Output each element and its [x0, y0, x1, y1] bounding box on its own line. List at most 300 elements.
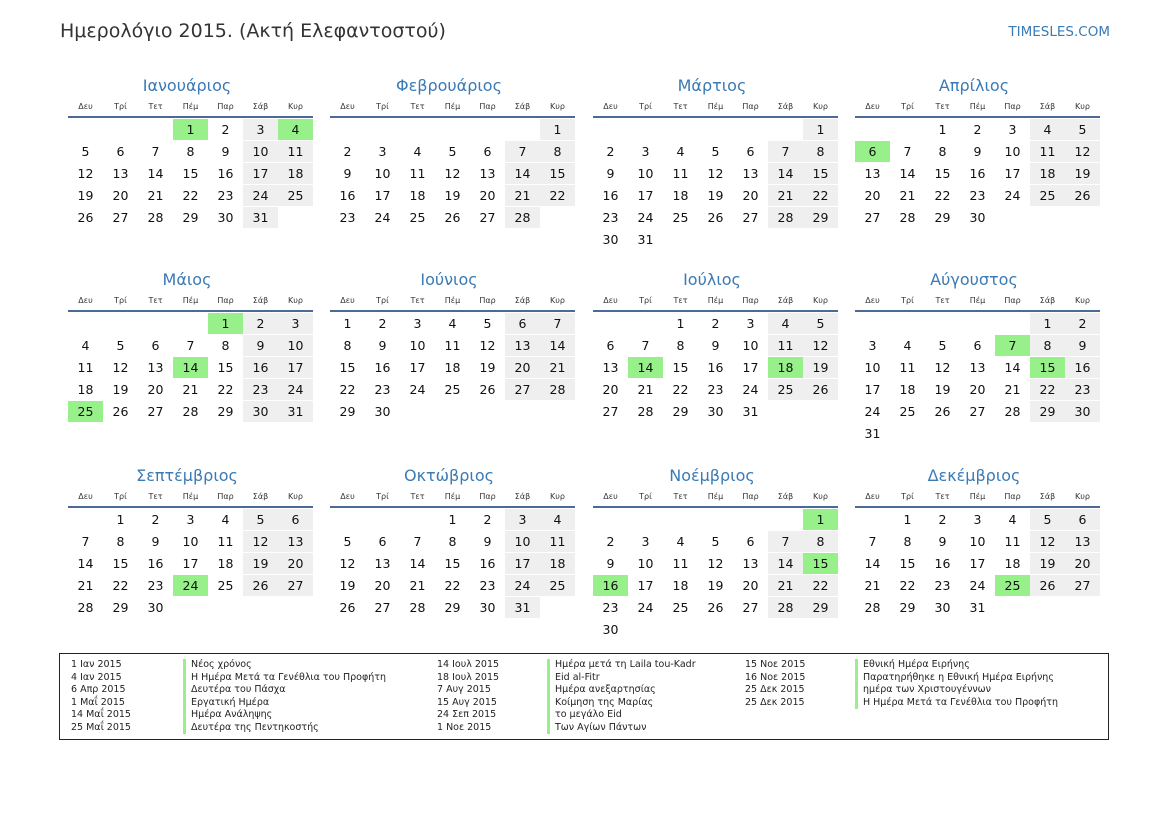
weekend-day-cell[interactable]: 3	[243, 119, 278, 140]
day-cell[interactable]: 14	[77, 556, 94, 571]
day-cell[interactable]: 1	[448, 512, 457, 527]
day-cell[interactable]: 22	[182, 188, 199, 203]
day-cell[interactable]: 19	[339, 578, 356, 593]
weekend-day-cell[interactable]: 30	[243, 401, 278, 422]
holiday-day-cell[interactable]: 16	[593, 575, 628, 596]
day-cell[interactable]: 7	[81, 534, 90, 549]
day-cell[interactable]: 23	[707, 382, 724, 397]
day-cell[interactable]: 27	[112, 210, 129, 225]
weekend-day-cell[interactable]: 7	[768, 531, 803, 552]
day-cell[interactable]: 23	[374, 382, 391, 397]
weekend-day-cell[interactable]: 29	[803, 597, 838, 618]
day-cell[interactable]: 26	[707, 210, 724, 225]
weekend-day-cell[interactable]: 21	[768, 575, 803, 596]
day-cell[interactable]: 17	[637, 578, 654, 593]
weekend-day-cell[interactable]: 24	[278, 379, 313, 400]
day-cell[interactable]: 30	[602, 232, 619, 247]
day-cell[interactable]: 21	[637, 382, 654, 397]
weekend-day-cell[interactable]: 9	[243, 335, 278, 356]
day-cell[interactable]: 25	[217, 578, 234, 593]
day-cell[interactable]: 7	[186, 338, 195, 353]
day-cell[interactable]: 24	[742, 382, 759, 397]
holiday-day-cell[interactable]: 7	[995, 335, 1030, 356]
day-cell[interactable]: 24	[969, 578, 986, 593]
day-cell[interactable]: 2	[606, 144, 615, 159]
holiday-day-cell[interactable]: 25	[68, 401, 103, 422]
weekend-day-cell[interactable]: 15	[540, 163, 575, 184]
weekend-day-cell[interactable]: 19	[1030, 553, 1065, 574]
weekend-day-cell[interactable]: 23	[1065, 379, 1100, 400]
day-cell[interactable]: 16	[339, 188, 356, 203]
weekend-day-cell[interactable]: 29	[1030, 401, 1065, 422]
day-cell[interactable]: 31	[864, 426, 881, 441]
day-cell[interactable]: 25	[672, 600, 689, 615]
day-cell[interactable]: 13	[742, 556, 759, 571]
day-cell[interactable]: 3	[1008, 122, 1017, 137]
day-cell[interactable]: 10	[969, 534, 986, 549]
day-cell[interactable]: 30	[374, 404, 391, 419]
weekend-day-cell[interactable]: 29	[803, 207, 838, 228]
day-cell[interactable]: 25	[672, 210, 689, 225]
day-cell[interactable]: 26	[934, 404, 951, 419]
weekend-day-cell[interactable]: 23	[243, 379, 278, 400]
day-cell[interactable]: 26	[707, 600, 724, 615]
day-cell[interactable]: 1	[676, 316, 685, 331]
day-cell[interactable]: 14	[409, 556, 426, 571]
day-cell[interactable]: 6	[746, 144, 755, 159]
day-cell[interactable]: 29	[444, 600, 461, 615]
weekend-day-cell[interactable]: 8	[540, 141, 575, 162]
weekend-day-cell[interactable]: 12	[1030, 531, 1065, 552]
day-cell[interactable]: 21	[77, 578, 94, 593]
day-cell[interactable]: 30	[602, 622, 619, 637]
day-cell[interactable]: 6	[973, 338, 982, 353]
day-cell[interactable]: 21	[864, 578, 881, 593]
day-cell[interactable]: 15	[112, 556, 129, 571]
day-cell[interactable]: 17	[1004, 166, 1021, 181]
day-cell[interactable]: 9	[483, 534, 492, 549]
day-cell[interactable]: 8	[448, 534, 457, 549]
weekend-day-cell[interactable]: 22	[540, 185, 575, 206]
weekend-day-cell[interactable]: 31	[243, 207, 278, 228]
day-cell[interactable]: 29	[934, 210, 951, 225]
day-cell[interactable]: 2	[711, 316, 720, 331]
day-cell[interactable]: 18	[409, 188, 426, 203]
weekend-day-cell[interactable]: 24	[505, 575, 540, 596]
day-cell[interactable]: 2	[151, 512, 160, 527]
day-cell[interactable]: 17	[742, 360, 759, 375]
weekend-day-cell[interactable]: 3	[505, 509, 540, 530]
day-cell[interactable]: 11	[217, 534, 234, 549]
day-cell[interactable]: 20	[147, 382, 164, 397]
day-cell[interactable]: 10	[409, 338, 426, 353]
weekend-day-cell[interactable]: 17	[243, 163, 278, 184]
day-cell[interactable]: 15	[672, 360, 689, 375]
day-cell[interactable]: 23	[217, 188, 234, 203]
weekend-day-cell[interactable]: 25	[1030, 185, 1065, 206]
weekend-day-cell[interactable]: 18	[1030, 163, 1065, 184]
day-cell[interactable]: 25	[409, 210, 426, 225]
weekend-day-cell[interactable]: 5	[243, 509, 278, 530]
weekend-day-cell[interactable]: 1	[1030, 313, 1065, 334]
day-cell[interactable]: 15	[339, 360, 356, 375]
day-cell[interactable]: 8	[343, 338, 352, 353]
weekend-day-cell[interactable]: 5	[1065, 119, 1100, 140]
weekend-day-cell[interactable]: 18	[278, 163, 313, 184]
day-cell[interactable]: 16	[479, 556, 496, 571]
weekend-day-cell[interactable]: 25	[540, 575, 575, 596]
day-cell[interactable]: 22	[339, 382, 356, 397]
day-cell[interactable]: 4	[676, 534, 685, 549]
day-cell[interactable]: 1	[938, 122, 947, 137]
day-cell[interactable]: 20	[864, 188, 881, 203]
day-cell[interactable]: 25	[899, 404, 916, 419]
weekend-day-cell[interactable]: 11	[278, 141, 313, 162]
day-cell[interactable]: 26	[77, 210, 94, 225]
day-cell[interactable]: 22	[672, 382, 689, 397]
weekend-day-cell[interactable]: 5	[1030, 509, 1065, 530]
day-cell[interactable]: 11	[899, 360, 916, 375]
holiday-day-cell[interactable]: 15	[803, 553, 838, 574]
day-cell[interactable]: 27	[147, 404, 164, 419]
day-cell[interactable]: 12	[479, 338, 496, 353]
day-cell[interactable]: 24	[1004, 188, 1021, 203]
day-cell[interactable]: 23	[969, 188, 986, 203]
day-cell[interactable]: 14	[147, 166, 164, 181]
day-cell[interactable]: 17	[182, 556, 199, 571]
day-cell[interactable]: 30	[147, 600, 164, 615]
day-cell[interactable]: 20	[602, 382, 619, 397]
day-cell[interactable]: 31	[637, 232, 654, 247]
day-cell[interactable]: 13	[147, 360, 164, 375]
weekend-day-cell[interactable]: 4	[540, 509, 575, 530]
day-cell[interactable]: 3	[641, 534, 650, 549]
weekend-day-cell[interactable]: 24	[243, 185, 278, 206]
day-cell[interactable]: 15	[934, 166, 951, 181]
day-cell[interactable]: 13	[112, 166, 129, 181]
weekend-day-cell[interactable]: 30	[1065, 401, 1100, 422]
holiday-day-cell[interactable]: 14	[628, 357, 663, 378]
weekend-day-cell[interactable]: 27	[278, 575, 313, 596]
day-cell[interactable]: 7	[151, 144, 160, 159]
day-cell[interactable]: 14	[1004, 360, 1021, 375]
day-cell[interactable]: 23	[147, 578, 164, 593]
day-cell[interactable]: 13	[864, 166, 881, 181]
weekend-day-cell[interactable]: 4	[768, 313, 803, 334]
day-cell[interactable]: 12	[444, 166, 461, 181]
day-cell[interactable]: 21	[409, 578, 426, 593]
day-cell[interactable]: 16	[602, 188, 619, 203]
day-cell[interactable]: 27	[864, 210, 881, 225]
weekend-day-cell[interactable]: 22	[1030, 379, 1065, 400]
day-cell[interactable]: 8	[676, 338, 685, 353]
site-link[interactable]: TIMESLES.COM	[1008, 24, 1110, 40]
day-cell[interactable]: 20	[969, 382, 986, 397]
day-cell[interactable]: 3	[378, 144, 387, 159]
day-cell[interactable]: 29	[112, 600, 129, 615]
day-cell[interactable]: 8	[116, 534, 125, 549]
day-cell[interactable]: 26	[479, 382, 496, 397]
day-cell[interactable]: 15	[444, 556, 461, 571]
day-cell[interactable]: 13	[969, 360, 986, 375]
day-cell[interactable]: 24	[864, 404, 881, 419]
day-cell[interactable]: 19	[444, 188, 461, 203]
day-cell[interactable]: 13	[479, 166, 496, 181]
day-cell[interactable]: 9	[151, 534, 160, 549]
day-cell[interactable]: 6	[378, 534, 387, 549]
day-cell[interactable]: 18	[444, 360, 461, 375]
day-cell[interactable]: 13	[602, 360, 619, 375]
day-cell[interactable]: 11	[672, 556, 689, 571]
day-cell[interactable]: 2	[378, 316, 387, 331]
day-cell[interactable]: 16	[147, 556, 164, 571]
day-cell[interactable]: 30	[934, 600, 951, 615]
day-cell[interactable]: 10	[864, 360, 881, 375]
weekend-day-cell[interactable]: 20	[505, 357, 540, 378]
day-cell[interactable]: 8	[903, 534, 912, 549]
day-cell[interactable]: 9	[606, 166, 615, 181]
day-cell[interactable]: 2	[938, 512, 947, 527]
weekend-day-cell[interactable]: 31	[505, 597, 540, 618]
weekend-day-cell[interactable]: 7	[768, 141, 803, 162]
day-cell[interactable]: 3	[413, 316, 422, 331]
holiday-day-cell[interactable]: 25	[995, 575, 1030, 596]
day-cell[interactable]: 4	[903, 338, 912, 353]
weekend-day-cell[interactable]: 27	[1065, 575, 1100, 596]
day-cell[interactable]: 29	[339, 404, 356, 419]
day-cell[interactable]: 28	[182, 404, 199, 419]
day-cell[interactable]: 4	[448, 316, 457, 331]
day-cell[interactable]: 24	[637, 210, 654, 225]
day-cell[interactable]: 11	[77, 360, 94, 375]
day-cell[interactable]: 16	[217, 166, 234, 181]
weekend-day-cell[interactable]: 9	[1065, 335, 1100, 356]
day-cell[interactable]: 6	[116, 144, 125, 159]
day-cell[interactable]: 1	[116, 512, 125, 527]
day-cell[interactable]: 15	[217, 360, 234, 375]
weekend-day-cell[interactable]: 25	[278, 185, 313, 206]
day-cell[interactable]: 17	[374, 188, 391, 203]
holiday-day-cell[interactable]: 1	[208, 313, 243, 334]
day-cell[interactable]: 5	[116, 338, 125, 353]
weekend-day-cell[interactable]: 13	[505, 335, 540, 356]
day-cell[interactable]: 22	[217, 382, 234, 397]
weekend-day-cell[interactable]: 28	[768, 597, 803, 618]
day-cell[interactable]: 14	[864, 556, 881, 571]
day-cell[interactable]: 18	[1004, 556, 1021, 571]
day-cell[interactable]: 10	[742, 338, 759, 353]
weekend-day-cell[interactable]: 14	[505, 163, 540, 184]
day-cell[interactable]: 3	[868, 338, 877, 353]
day-cell[interactable]: 25	[444, 382, 461, 397]
day-cell[interactable]: 3	[186, 512, 195, 527]
holiday-day-cell[interactable]: 6	[855, 141, 890, 162]
weekend-day-cell[interactable]: 20	[278, 553, 313, 574]
day-cell[interactable]: 19	[479, 360, 496, 375]
day-cell[interactable]: 9	[938, 534, 947, 549]
weekend-day-cell[interactable]: 31	[278, 401, 313, 422]
day-cell[interactable]: 15	[182, 166, 199, 181]
day-cell[interactable]: 12	[339, 556, 356, 571]
weekend-day-cell[interactable]: 10	[243, 141, 278, 162]
day-cell[interactable]: 9	[606, 556, 615, 571]
day-cell[interactable]: 12	[707, 556, 724, 571]
day-cell[interactable]: 19	[77, 188, 94, 203]
weekend-day-cell[interactable]: 19	[803, 357, 838, 378]
day-cell[interactable]: 30	[217, 210, 234, 225]
day-cell[interactable]: 28	[409, 600, 426, 615]
weekend-day-cell[interactable]: 2	[243, 313, 278, 334]
weekend-day-cell[interactable]: 26	[803, 379, 838, 400]
day-cell[interactable]: 29	[672, 404, 689, 419]
weekend-day-cell[interactable]: 13	[1065, 531, 1100, 552]
weekend-day-cell[interactable]: 12	[803, 335, 838, 356]
day-cell[interactable]: 2	[606, 534, 615, 549]
holiday-day-cell[interactable]: 1	[173, 119, 208, 140]
day-cell[interactable]: 10	[637, 556, 654, 571]
day-cell[interactable]: 14	[899, 166, 916, 181]
day-cell[interactable]: 19	[112, 382, 129, 397]
weekend-day-cell[interactable]: 22	[803, 185, 838, 206]
day-cell[interactable]: 5	[81, 144, 90, 159]
day-cell[interactable]: 31	[969, 600, 986, 615]
day-cell[interactable]: 29	[217, 404, 234, 419]
day-cell[interactable]: 21	[1004, 382, 1021, 397]
day-cell[interactable]: 9	[221, 144, 230, 159]
weekend-day-cell[interactable]: 3	[278, 313, 313, 334]
day-cell[interactable]: 28	[77, 600, 94, 615]
day-cell[interactable]: 23	[602, 600, 619, 615]
day-cell[interactable]: 1	[343, 316, 352, 331]
weekend-day-cell[interactable]: 21	[540, 357, 575, 378]
day-cell[interactable]: 10	[374, 166, 391, 181]
day-cell[interactable]: 9	[973, 144, 982, 159]
day-cell[interactable]: 24	[637, 600, 654, 615]
day-cell[interactable]: 16	[707, 360, 724, 375]
day-cell[interactable]: 20	[374, 578, 391, 593]
day-cell[interactable]: 5	[711, 144, 720, 159]
weekend-day-cell[interactable]: 14	[768, 553, 803, 574]
day-cell[interactable]: 30	[479, 600, 496, 615]
weekend-day-cell[interactable]: 14	[768, 163, 803, 184]
weekend-day-cell[interactable]: 26	[1030, 575, 1065, 596]
day-cell[interactable]: 20	[742, 578, 759, 593]
day-cell[interactable]: 22	[934, 188, 951, 203]
day-cell[interactable]: 27	[969, 404, 986, 419]
weekend-day-cell[interactable]: 20	[1065, 553, 1100, 574]
weekend-day-cell[interactable]: 16	[243, 357, 278, 378]
weekend-day-cell[interactable]: 12	[243, 531, 278, 552]
day-cell[interactable]: 2	[343, 144, 352, 159]
day-cell[interactable]: 9	[711, 338, 720, 353]
day-cell[interactable]: 23	[934, 578, 951, 593]
weekend-day-cell[interactable]: 19	[1065, 163, 1100, 184]
weekend-day-cell[interactable]: 11	[1030, 141, 1065, 162]
weekend-day-cell[interactable]: 18	[540, 553, 575, 574]
day-cell[interactable]: 4	[413, 144, 422, 159]
day-cell[interactable]: 30	[969, 210, 986, 225]
holiday-day-cell[interactable]: 18	[768, 357, 803, 378]
day-cell[interactable]: 12	[112, 360, 129, 375]
day-cell[interactable]: 11	[672, 166, 689, 181]
day-cell[interactable]: 21	[182, 382, 199, 397]
day-cell[interactable]: 11	[1004, 534, 1021, 549]
day-cell[interactable]: 23	[602, 210, 619, 225]
day-cell[interactable]: 8	[938, 144, 947, 159]
day-cell[interactable]: 31	[742, 404, 759, 419]
weekend-day-cell[interactable]: 5	[803, 313, 838, 334]
weekend-day-cell[interactable]: 13	[278, 531, 313, 552]
weekend-day-cell[interactable]: 8	[803, 141, 838, 162]
weekend-day-cell[interactable]: 16	[1065, 357, 1100, 378]
day-cell[interactable]: 16	[934, 556, 951, 571]
day-cell[interactable]: 18	[672, 578, 689, 593]
day-cell[interactable]: 5	[711, 534, 720, 549]
weekend-day-cell[interactable]: 8	[803, 531, 838, 552]
weekend-day-cell[interactable]: 22	[803, 575, 838, 596]
day-cell[interactable]: 8	[186, 144, 195, 159]
holiday-day-cell[interactable]: 4	[278, 119, 313, 140]
weekend-day-cell[interactable]: 11	[540, 531, 575, 552]
day-cell[interactable]: 2	[973, 122, 982, 137]
weekend-day-cell[interactable]: 21	[768, 185, 803, 206]
day-cell[interactable]: 7	[413, 534, 422, 549]
day-cell[interactable]: 10	[1004, 144, 1021, 159]
day-cell[interactable]: 18	[672, 188, 689, 203]
day-cell[interactable]: 23	[339, 210, 356, 225]
day-cell[interactable]: 19	[707, 578, 724, 593]
day-cell[interactable]: 28	[899, 210, 916, 225]
day-cell[interactable]: 26	[444, 210, 461, 225]
holiday-day-cell[interactable]: 1	[803, 509, 838, 530]
day-cell[interactable]: 24	[374, 210, 391, 225]
weekend-day-cell[interactable]: 26	[243, 575, 278, 596]
day-cell[interactable]: 12	[934, 360, 951, 375]
weekend-day-cell[interactable]: 21	[505, 185, 540, 206]
day-cell[interactable]: 27	[742, 600, 759, 615]
weekend-day-cell[interactable]: 17	[505, 553, 540, 574]
day-cell[interactable]: 5	[448, 144, 457, 159]
day-cell[interactable]: 21	[147, 188, 164, 203]
day-cell[interactable]: 23	[479, 578, 496, 593]
day-cell[interactable]: 6	[606, 338, 615, 353]
day-cell[interactable]: 19	[934, 382, 951, 397]
day-cell[interactable]: 4	[81, 338, 90, 353]
weekend-day-cell[interactable]: 7	[505, 141, 540, 162]
day-cell[interactable]: 12	[77, 166, 94, 181]
day-cell[interactable]: 2	[483, 512, 492, 527]
holiday-day-cell[interactable]: 14	[173, 357, 208, 378]
weekend-day-cell[interactable]: 6	[1065, 509, 1100, 530]
day-cell[interactable]: 27	[374, 600, 391, 615]
day-cell[interactable]: 6	[746, 534, 755, 549]
day-cell[interactable]: 24	[409, 382, 426, 397]
day-cell[interactable]: 7	[903, 144, 912, 159]
day-cell[interactable]: 22	[444, 578, 461, 593]
weekend-day-cell[interactable]: 15	[803, 163, 838, 184]
weekend-day-cell[interactable]: 26	[1065, 185, 1100, 206]
day-cell[interactable]: 28	[147, 210, 164, 225]
weekend-day-cell[interactable]: 6	[278, 509, 313, 530]
day-cell[interactable]: 26	[339, 600, 356, 615]
day-cell[interactable]: 27	[742, 210, 759, 225]
day-cell[interactable]: 20	[742, 188, 759, 203]
day-cell[interactable]: 9	[378, 338, 387, 353]
day-cell[interactable]: 5	[343, 534, 352, 549]
day-cell[interactable]: 27	[602, 404, 619, 419]
day-cell[interactable]: 4	[676, 144, 685, 159]
weekend-day-cell[interactable]: 7	[540, 313, 575, 334]
